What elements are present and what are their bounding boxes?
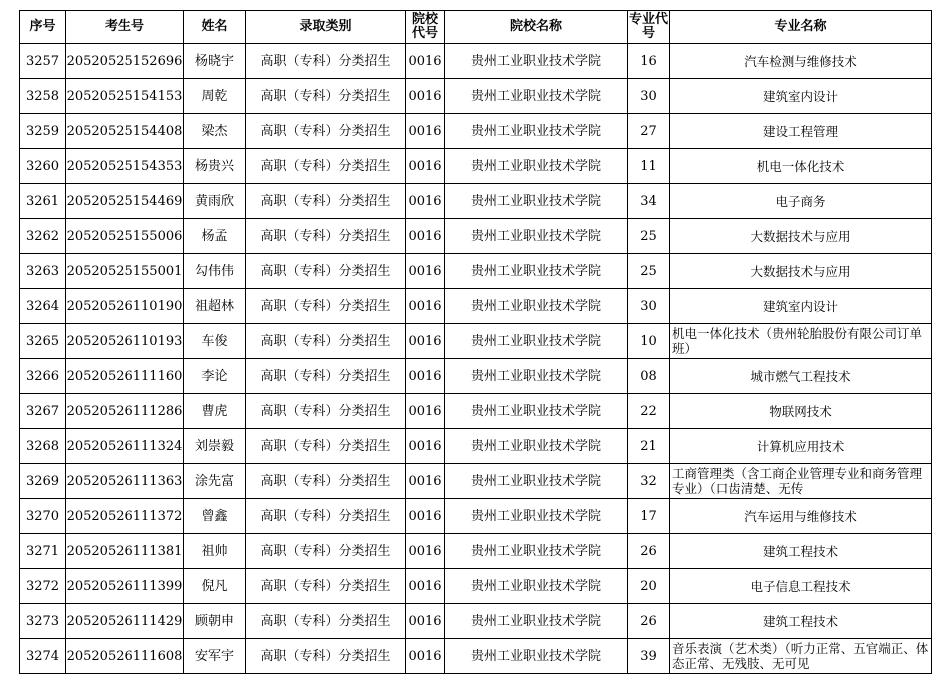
cell-school-name: 贵州工业职业技术学院: [445, 44, 628, 79]
header-row: [20, 11, 932, 44]
cell-name: 倪凡: [184, 569, 246, 604]
table-row: [20, 149, 932, 184]
cell-seq: 3265: [20, 324, 66, 359]
cell-category: 高职（专科）分类招生: [246, 79, 406, 114]
cell-exam-id: 20520526111429: [66, 604, 184, 639]
cell-seq: 3258: [20, 79, 66, 114]
cell-seq: 3273: [20, 604, 66, 639]
cell-seq: 3259: [20, 114, 66, 149]
cell-major-name: 音乐表演（艺术类）（听力正常、五官端正、体态正常、无残肢、无可见: [672, 641, 929, 671]
cell-major-name: 汽车运用与维修技术: [670, 499, 932, 534]
cell-school-code: 0016: [406, 254, 445, 289]
table-row: [20, 219, 932, 254]
cell-major-code: 22: [628, 394, 670, 429]
cell-school-name: 贵州工业职业技术学院: [445, 499, 628, 534]
cell-school-code: 0016: [406, 569, 445, 604]
cell-major-name: 物联网技术: [670, 394, 932, 429]
cell-category: 高职（专科）分类招生: [246, 359, 406, 394]
cell-exam-id: 20520525154408: [66, 114, 184, 149]
cell-seq: 3272: [20, 569, 66, 604]
cell-major-code: 39: [628, 639, 670, 674]
cell-exam-id: 20520525154353: [66, 149, 184, 184]
cell-school-code: 0016: [406, 499, 445, 534]
cell-exam-id: 20520526111363: [66, 464, 184, 499]
cell-major-code: 21: [628, 429, 670, 464]
cell-major-code: 08: [628, 359, 670, 394]
cell-category: 高职（专科）分类招生: [246, 219, 406, 254]
cell-major-name: 机电一体化技术: [670, 149, 932, 184]
cell-name: 李论: [184, 359, 246, 394]
cell-seq: 3266: [20, 359, 66, 394]
cell-category: 高职（专科）分类招生: [246, 184, 406, 219]
cell-school-name: 贵州工业职业技术学院: [445, 534, 628, 569]
cell-name: 刘崇毅: [184, 429, 246, 464]
cell-major-code: 25: [628, 219, 670, 254]
cell-name: 杨孟: [184, 219, 246, 254]
cell-major-code: 26: [628, 534, 670, 569]
cell-seq: 3270: [20, 499, 66, 534]
cell-category: 高职（专科）分类招生: [246, 534, 406, 569]
cell-category: 高职（专科）分类招生: [246, 149, 406, 184]
cell-name: 勾伟伟: [184, 254, 246, 289]
cell-major-name: 计算机应用技术: [670, 429, 932, 464]
cell-major-code: 16: [628, 44, 670, 79]
cell-seq: 3269: [20, 464, 66, 499]
header-seq: 序号: [20, 11, 66, 44]
cell-major-code: 26: [628, 604, 670, 639]
cell-name: 车俊: [184, 324, 246, 359]
cell-exam-id: 20520525152696: [66, 44, 184, 79]
cell-school-code: 0016: [406, 604, 445, 639]
cell-school-name: 贵州工业职业技术学院: [445, 429, 628, 464]
cell-major-name: 汽车检测与维修技术: [670, 44, 932, 79]
table-row: [20, 79, 932, 114]
table-row: [20, 569, 932, 604]
cell-name: 祖超林: [184, 289, 246, 324]
cell-category: 高职（专科）分类招生: [246, 499, 406, 534]
cell-name: 梁杰: [184, 114, 246, 149]
cell-category: 高职（专科）分类招生: [246, 324, 406, 359]
cell-seq: 3274: [20, 639, 66, 674]
cell-major-code: 34: [628, 184, 670, 219]
table-row: [20, 604, 932, 639]
cell-school-code: 0016: [406, 394, 445, 429]
cell-major-code: 27: [628, 114, 670, 149]
cell-name: 祖帅: [184, 534, 246, 569]
cell-school-code: 0016: [406, 149, 445, 184]
cell-category: 高职（专科）分类招生: [246, 394, 406, 429]
cell-exam-id: 20520526110190: [66, 289, 184, 324]
cell-name: 杨晓宇: [184, 44, 246, 79]
cell-exam-id: 20520525155006: [66, 219, 184, 254]
header-school-name: 院校名称: [445, 11, 628, 44]
cell-major-name: 大数据技术与应用: [670, 254, 932, 289]
cell-exam-id: 20520526111372: [66, 499, 184, 534]
cell-exam-id: 20520525155001: [66, 254, 184, 289]
cell-name: 安军宇: [184, 639, 246, 674]
cell-category: 高职（专科）分类招生: [246, 569, 406, 604]
cell-major-code: 10: [628, 324, 670, 359]
cell-school-name: 贵州工业职业技术学院: [445, 184, 628, 219]
cell-school-name: 贵州工业职业技术学院: [445, 149, 628, 184]
cell-name: 曾鑫: [184, 499, 246, 534]
cell-major-name: 城市燃气工程技术: [670, 359, 932, 394]
cell-exam-id: 20520526111608: [66, 639, 184, 674]
cell-exam-id: 20520526110193: [66, 324, 184, 359]
cell-major-name: 建筑室内设计: [670, 79, 932, 114]
cell-school-name: 贵州工业职业技术学院: [445, 359, 628, 394]
cell-major-name-wrap: [670, 639, 932, 674]
cell-school-code: 0016: [406, 79, 445, 114]
header-name: 姓名: [184, 11, 246, 44]
cell-seq: 3257: [20, 44, 66, 79]
cell-category: 高职（专科）分类招生: [246, 639, 406, 674]
admission-table: [19, 10, 932, 674]
cell-major-code: 30: [628, 289, 670, 324]
cell-name: 顾朝申: [184, 604, 246, 639]
cell-major-name: 机电一体化技术（贵州轮胎股份有限公司订单班）: [672, 326, 923, 356]
cell-seq: 3263: [20, 254, 66, 289]
table-row: [20, 44, 932, 79]
cell-school-code: 0016: [406, 639, 445, 674]
cell-seq: 3271: [20, 534, 66, 569]
cell-school-name: 贵州工业职业技术学院: [445, 639, 628, 674]
cell-school-code: 0016: [406, 219, 445, 254]
cell-exam-id: 20520526111324: [66, 429, 184, 464]
table-row: [20, 289, 932, 324]
cell-school-code: 0016: [406, 44, 445, 79]
table-row: [20, 359, 932, 394]
cell-major-name-wrap: [670, 324, 932, 359]
cell-name: 曹虎: [184, 394, 246, 429]
cell-major-code: 17: [628, 499, 670, 534]
cell-school-code: 0016: [406, 464, 445, 499]
cell-category: 高职（专科）分类招生: [246, 254, 406, 289]
cell-school-name: 贵州工业职业技术学院: [445, 324, 628, 359]
cell-name: 周乾: [184, 79, 246, 114]
cell-school-name: 贵州工业职业技术学院: [445, 114, 628, 149]
cell-school-code: 0016: [406, 429, 445, 464]
cell-seq: 3262: [20, 219, 66, 254]
cell-major-name: 建设工程管理: [670, 114, 932, 149]
cell-major-code: 20: [628, 569, 670, 604]
cell-major-code: 11: [628, 149, 670, 184]
cell-major-code: 30: [628, 79, 670, 114]
cell-category: 高职（专科）分类招生: [246, 429, 406, 464]
cell-school-code: 0016: [406, 324, 445, 359]
table-row: [20, 499, 932, 534]
header-major-name: 专业名称: [670, 11, 932, 44]
table-row: [20, 114, 932, 149]
cell-major-name: 建筑工程技术: [670, 534, 932, 569]
table-row: [20, 639, 932, 674]
cell-seq: 3261: [20, 184, 66, 219]
cell-school-name: 贵州工业职业技术学院: [445, 289, 628, 324]
table-row: [20, 464, 932, 499]
cell-major-name: 建筑室内设计: [670, 289, 932, 324]
cell-school-name: 贵州工业职业技术学院: [445, 394, 628, 429]
cell-school-name: 贵州工业职业技术学院: [445, 219, 628, 254]
table-row: [20, 254, 932, 289]
cell-seq: 3268: [20, 429, 66, 464]
cell-school-code: 0016: [406, 534, 445, 569]
cell-major-code: 25: [628, 254, 670, 289]
cell-name: 杨贵兴: [184, 149, 246, 184]
cell-exam-id: 20520526111286: [66, 394, 184, 429]
table-row: [20, 184, 932, 219]
cell-major-name-wrap: [670, 464, 932, 499]
cell-major-name: 工商管理类（含工商企业管理专业和商务管理专业）（口齿清楚、无传: [672, 466, 923, 496]
cell-category: 高职（专科）分类招生: [246, 604, 406, 639]
cell-school-name: 贵州工业职业技术学院: [445, 464, 628, 499]
cell-category: 高职（专科）分类招生: [246, 464, 406, 499]
cell-school-code: 0016: [406, 359, 445, 394]
header-school-code: 院校代号: [406, 11, 445, 44]
cell-school-name: 贵州工业职业技术学院: [445, 604, 628, 639]
cell-exam-id: 20520526111399: [66, 569, 184, 604]
cell-major-name: 建筑工程技术: [670, 604, 932, 639]
cell-seq: 3264: [20, 289, 66, 324]
cell-major-name: 电子信息工程技术: [670, 569, 932, 604]
table-row: [20, 534, 932, 569]
cell-seq: 3260: [20, 149, 66, 184]
cell-school-code: 0016: [406, 184, 445, 219]
cell-exam-id: 20520526111160: [66, 359, 184, 394]
table-row: [20, 394, 932, 429]
cell-school-name: 贵州工业职业技术学院: [445, 79, 628, 114]
cell-category: 高职（专科）分类招生: [246, 114, 406, 149]
cell-school-name: 贵州工业职业技术学院: [445, 254, 628, 289]
cell-name: 黄雨欣: [184, 184, 246, 219]
cell-school-code: 0016: [406, 289, 445, 324]
cell-school-code: 0016: [406, 114, 445, 149]
cell-exam-id: 20520525154153: [66, 79, 184, 114]
cell-seq: 3267: [20, 394, 66, 429]
header-category: 录取类别: [246, 11, 406, 44]
cell-exam-id: 20520526111381: [66, 534, 184, 569]
cell-exam-id: 20520525154469: [66, 184, 184, 219]
cell-major-name: 电子商务: [670, 184, 932, 219]
header-major-code: 专业代号: [628, 11, 670, 44]
table-row: [20, 324, 932, 359]
cell-name: 涂先富: [184, 464, 246, 499]
cell-school-name: 贵州工业职业技术学院: [445, 569, 628, 604]
header-exam-id: 考生号: [66, 11, 184, 44]
cell-major-name: 大数据技术与应用: [670, 219, 932, 254]
cell-major-code: 32: [628, 464, 670, 499]
cell-category: 高职（专科）分类招生: [246, 44, 406, 79]
cell-category: 高职（专科）分类招生: [246, 289, 406, 324]
table-row: [20, 429, 932, 464]
